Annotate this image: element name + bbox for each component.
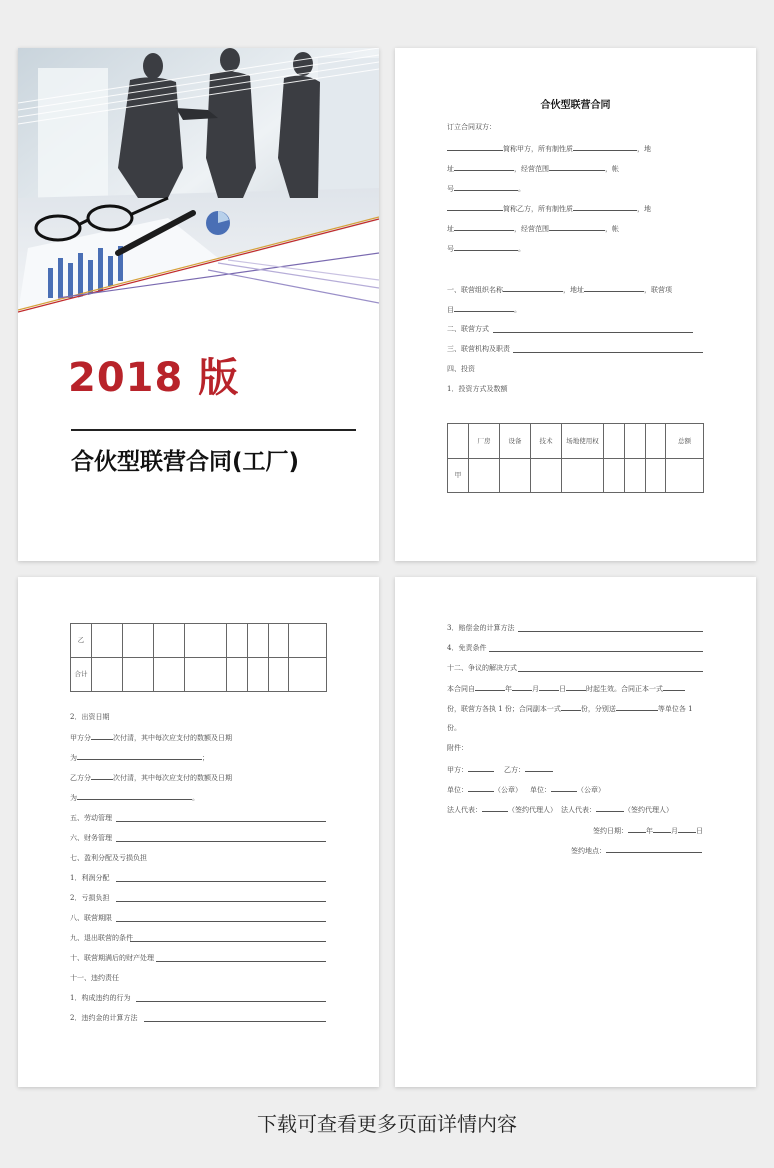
signing-place: 签约地点： [571,845,702,856]
investment-table [447,423,704,493]
party-b-line-1: 简称乙方，所有制性质 ，地 [447,203,651,214]
section-6-blank [116,841,326,842]
section-4-2: 2．出资日期 [70,713,110,721]
section-11: 十一、违约责任 [70,974,119,982]
table-row: 乙 [71,624,327,658]
section-5-blank [116,821,326,822]
cover-year: 2018 版 [68,355,240,401]
section-11-1: 1．构成违约的行为 [70,994,131,1002]
section-11-4-blank [489,651,703,652]
section-4: 四、投资 [447,365,475,373]
section-2: 二、联营方式 [447,325,489,333]
download-caption: 下载可查看更多页面详情内容 [257,1112,517,1136]
table-row: 合计 [71,658,327,692]
section-7-1: 1．利润分配 [70,874,110,882]
table-header-row: 厂房 设备 技术 场地使用权 总额 [448,424,704,459]
table-row: 甲 [448,459,704,493]
section-7-2: 2．亏损负担 [70,894,110,902]
section-11-3-blank [518,631,703,632]
party-b-payment: 乙方分 次付清，其中每次应支付的数额及日期 [70,774,232,782]
section-3: 三、联营机构及职责 [447,345,510,353]
section-11-4: 4．免责条件 [447,644,487,652]
copies-line: 份，联营方各执 1 份；合同副本一式 份，分别送 等单位各 1 [447,705,693,713]
party-b-payment-for: 为 。 [70,794,199,802]
parties-intro: 订立合同双方： [447,123,496,131]
effective-date-line: 本合同自 年 月 日 时起生效。合同正本一式 [447,683,685,694]
section-12-blank [518,671,703,672]
section-2-blank [493,332,693,333]
section-7-2-blank [116,901,326,902]
document-page-3 [18,577,379,1087]
investment-table-continued [70,623,327,692]
cover-divider [71,429,356,431]
section-10: 十、联营期满后的财产处理 [70,954,154,962]
parties-sign-line: 甲方： 乙方： [447,764,553,775]
section-11-2-blank [144,1021,326,1022]
section-7: 七、盈利分配及亏损负担 [70,854,147,862]
document-page-4 [395,577,756,1087]
section-1-line-2: 目 。 [447,306,521,314]
section-9-blank [130,941,326,942]
party-b-line-2: 址 ，经营范围 ，帐 [447,225,619,233]
section-8-blank [116,921,326,922]
attachment-label: 附件： [447,744,468,752]
section-5: 五、劳动管理 [70,814,112,822]
contract-title: 合伙型联营合同 [540,100,611,111]
units-sign-line: 单位： （公章） 单位： （公章） [447,786,605,794]
party-a-line-3: 号 。 [447,185,525,193]
section-11-1-blank [136,1001,326,1002]
legal-rep-line: 法人代表： （签约代理人） 法人代表： （签约代理人） [447,806,673,814]
party-a-line-1: 简称甲方，所有制性质 ，地 [447,143,651,154]
copies-end: 份。 [447,724,461,732]
business-handshake-photo [18,48,379,313]
party-a-payment-for: 为 ； [70,754,209,762]
cover-page [18,48,379,561]
cover-title: 合伙型联营合同(工厂) [71,449,300,475]
section-9: 九、退出联营的条件 [70,934,133,942]
section-10-blank [156,961,326,962]
section-3-blank [513,352,703,353]
section-6: 六、财务管理 [70,834,112,842]
section-11-3: 3．赔偿金的计算方法 [447,624,515,632]
section-11-2: 2．违约金的计算方法 [70,1014,138,1022]
party-a-payment: 甲方分 次付清，其中每次应支付的数额及日期 [70,734,232,742]
section-8: 八、联营期限 [70,914,112,922]
section-12: 十二、争议的解决方式 [447,664,517,672]
document-page-2 [395,48,756,561]
section-7-1-blank [116,881,326,882]
party-b-line-3: 号 。 [447,245,525,253]
signing-date: 签约日期： 年 月 日 [593,827,703,835]
section-1-line-1: 一、联营组织名称 ，地址 ，联营项 [447,286,672,294]
section-4-1: 1．投资方式及数额 [447,385,508,393]
party-a-line-2: 址 ，经营范围 ，帐 [447,165,619,173]
